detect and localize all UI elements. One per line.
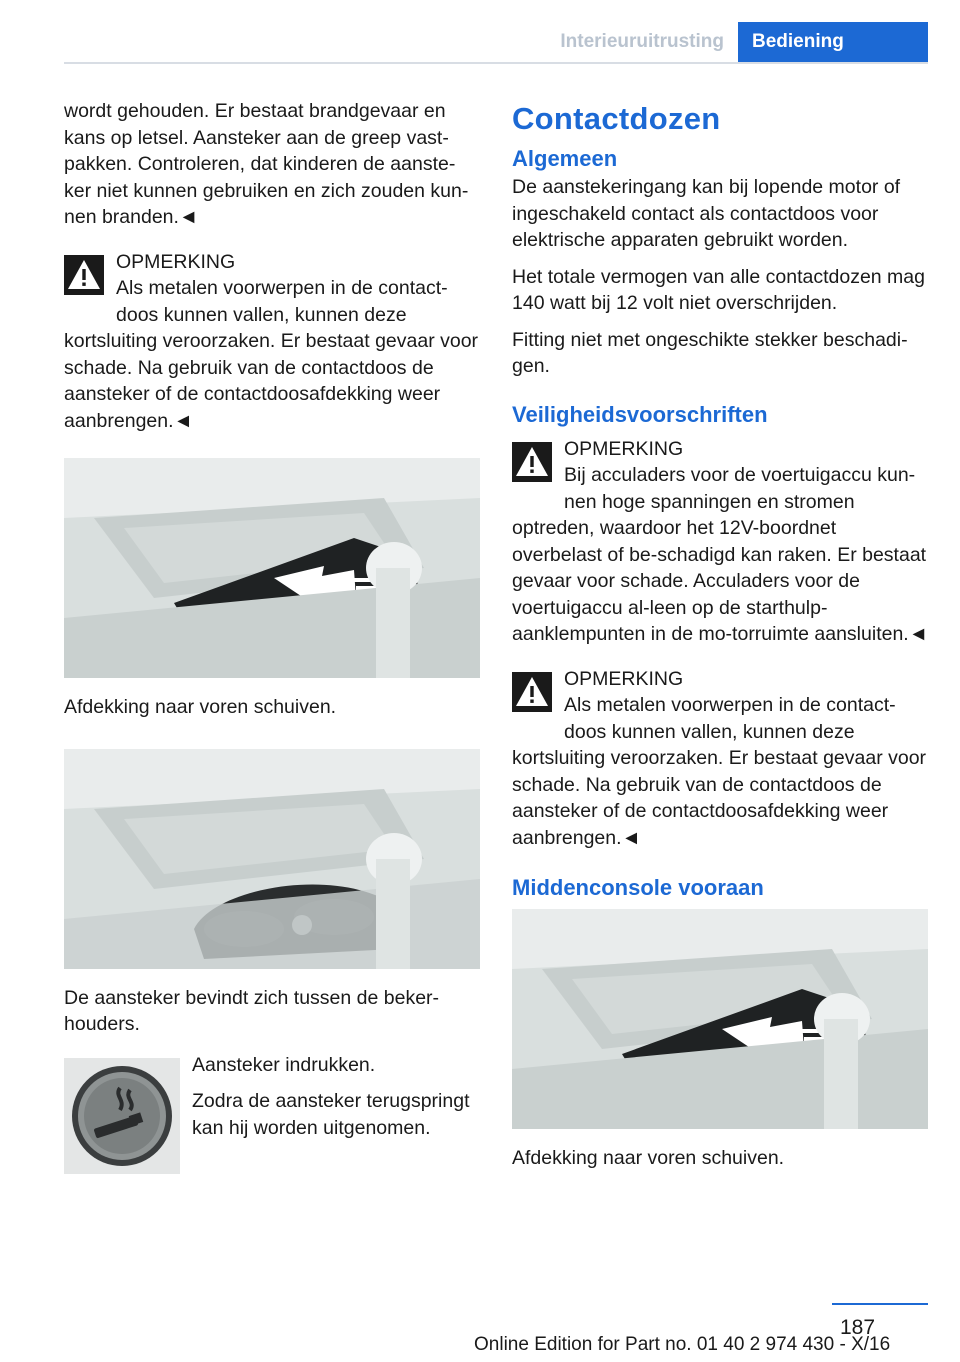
subsection-safety: Veiligheidsvoorschriften (512, 401, 768, 427)
warning-title: OPMERKING (564, 437, 684, 460)
warning-icon (512, 672, 552, 712)
socket-cover-caption: Afdekking naar voren schuiven. (64, 696, 337, 718)
section-title: Contactdozen (512, 101, 721, 136)
cup-holder-caption: De aansteker bevindt zich tussen de beker-houders. (64, 986, 440, 1035)
general-paragraph-2: Het totale vermogen van alle contactdozen mag 140 watt bij 12 volt niet overschrijden. (512, 265, 925, 314)
general-paragraph-1: De aanstekeringang kan bij lopende motor of ingeschakeld contact als contactdoos voor elektrische apparaten gebruikt worden. (512, 176, 901, 251)
warning-title: OPMERKING (116, 250, 236, 273)
warning-block (512, 436, 930, 648)
warning-text: Bij acculaders voor de voertuigaccu kun-nen hoge spanningen en stromen optreden, waardoor het 12V-boordnet overbelast of be-schadigd kan raken. Er bestaat gevaar voor schade. Acculaders voor de voertuigaccu al-leen op de starthulp-aanklempunten in de mo-torruimte aansluiten.◄ (512, 464, 929, 645)
warning-title: OPMERKING (564, 667, 684, 690)
footer-divider (832, 1303, 928, 1305)
header-chapter-tab: Bediening (738, 22, 928, 62)
warning-block (64, 249, 482, 435)
general-paragraph-3: Fitting niet met ongeschikte stekker beschadi-gen. (512, 328, 908, 377)
cigarette-lighter-icon (64, 1058, 180, 1174)
lighter-instruction (64, 1052, 482, 1170)
cup-holder-photo (64, 749, 480, 969)
right-column (512, 98, 930, 1182)
lighter-step-remove: Zodra de aansteker terugspringt kan hij worden uitgenomen. (192, 1090, 470, 1139)
warning-icon (64, 255, 104, 295)
page-number: 187 (840, 1316, 876, 1339)
center-console-caption: Afdekking naar voren schuiven. (512, 1147, 785, 1169)
warning-block (512, 666, 930, 852)
subsection-center-console: Middenconsole vooraan (512, 875, 764, 900)
lighter-button-image (64, 1058, 180, 1174)
subsection-general: Algemeen (512, 146, 618, 171)
warning-text: Als metalen voorwerpen in de contact-doos kunnen vallen, kunnen deze kortsluiting veroorzaken. Er bestaat gevaar voor schade. Na gebruik van de contactdoos de aansteker of de contactdoosafdekking weer aanbrengen.◄ (64, 277, 479, 432)
lighter-step-press: Aansteker indrukken. (192, 1053, 376, 1076)
warning-icon (512, 442, 552, 482)
header-section-tab: Interieuruitrusting (560, 31, 724, 52)
edition-note: Online Edition for Part no. 01 40 2 974 430 - X/16 (474, 1334, 891, 1355)
left-column (64, 98, 482, 1170)
center-console-photo (512, 909, 928, 1129)
warning-text: Als metalen voorwerpen in de contact-doos kunnen vallen, kunnen deze kortsluiting veroorzaken. Er bestaat gevaar voor schade. Na gebruik van de contactdoos de aansteker of de contactdoosafdekking weer aanbrengen.◄ (512, 694, 927, 849)
header-divider (64, 62, 928, 64)
lighter-warning-continuation: wordt gehouden. Er bestaat brandgevaar en kans op letsel. Aansteker aan de greep vast-pakken. Controleren, dat kinderen de aanste-ker niet kunnen gebruiken en zich zouden kun-nen branden.◄ (64, 100, 469, 228)
socket-cover-photo (64, 458, 480, 678)
